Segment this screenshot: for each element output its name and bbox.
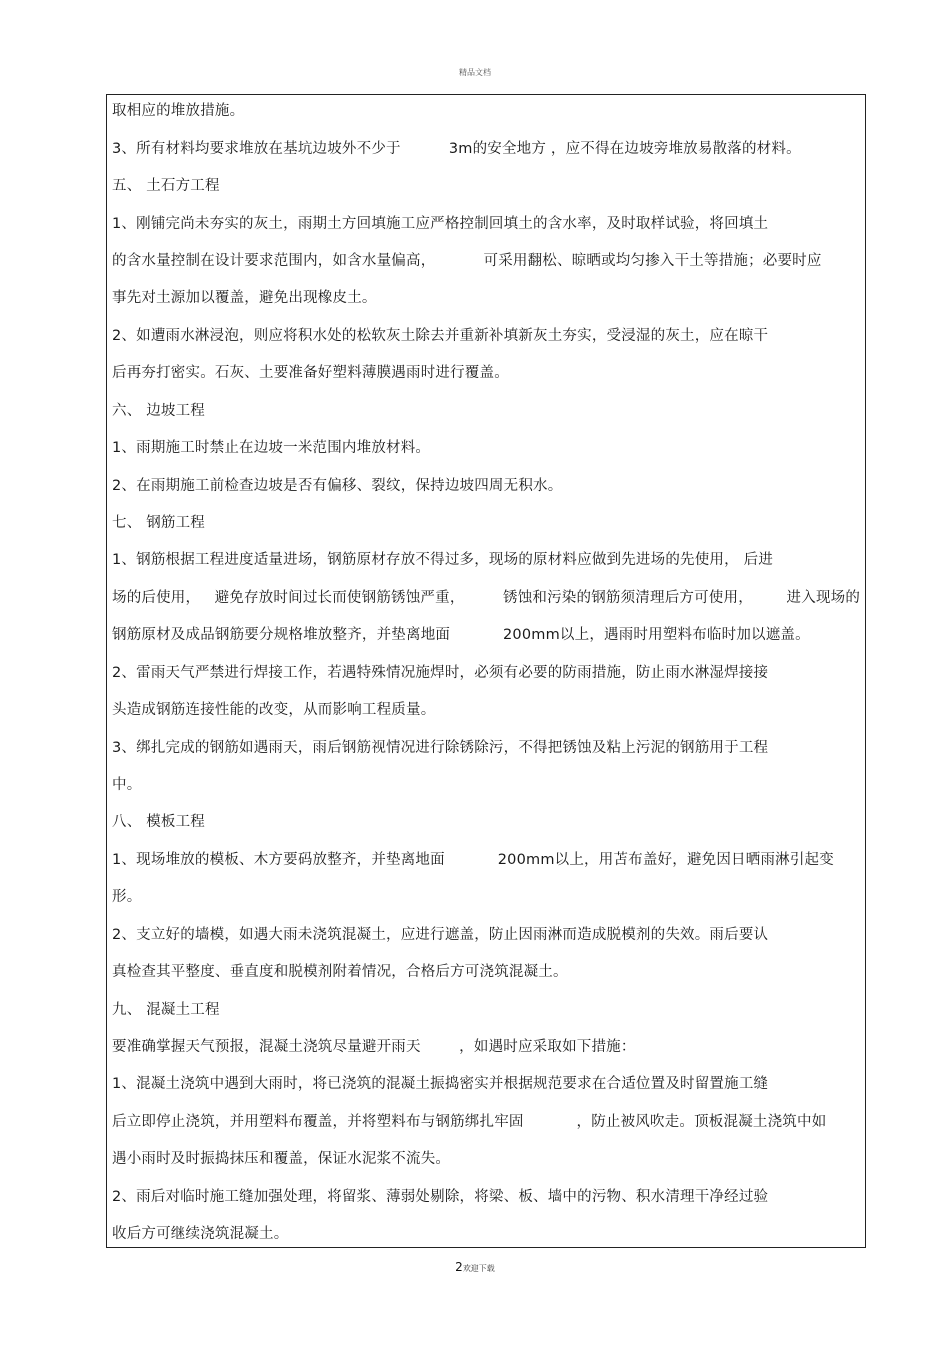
page-header-watermark: 精品文档 (459, 68, 491, 77)
footer-note: 欢迎下载 (462, 1264, 495, 1273)
section-heading-slope: 六、 边坡工程 (112, 403, 206, 419)
text-line: 3、所有材料均要求堆放在基坑边坡外不少于 3m的安全地方 ，应不得在边坡旁堆放易散落的材料。 (112, 141, 801, 157)
text-line: 1、雨期施工时禁止在边坡一米范围内堆放材料。 (112, 440, 431, 456)
text-line: 后再夯打密实。石灰、土要准备好塑料薄膜遇雨时进行覆盖。 (112, 365, 509, 381)
text-line: 中。 (112, 777, 142, 793)
text-line: 2、如遭雨水淋浸泡，则应将积水处的松软灰土除去并重新补填新灰土夯实，受浸湿的灰土，应在晾干 (112, 328, 769, 344)
text-line: 2、支立好的墙模，如遇大雨未浇筑混凝土，应进行遮盖，防止因雨淋而造成脱模剂的失效。雨后要认 (112, 927, 769, 943)
text-line: 2、在雨期施工前检查边坡是否有偏移、裂纹，保持边坡四周无积水。 (112, 478, 563, 494)
page-footer (0, 1260, 950, 1274)
section-heading-earthwork: 五、 土石方工程 (112, 178, 220, 194)
text-line: 场的后使用， 避免存放时间过长而使钢筋锈蚀严重， 锈蚀和污染的钢筋须清理后方可使用， 进入现场的 (112, 590, 861, 606)
text-line: 真检查其平整度、垂直度和脱模剂附着情况，合格后方可浇筑混凝土。 (112, 964, 568, 980)
section-heading-concrete: 九、 混凝土工程 (112, 1002, 220, 1018)
text-line: 1、混凝土浇筑中遇到大雨时，将已浇筑的混凝土振捣密实并根据规范要求在合适位置及时留置施工缝 (112, 1076, 769, 1092)
text-line: 收后方可继续浇筑混凝土。 (112, 1226, 289, 1242)
text-line: 2、雨后对临时施工缝加强处理，将留浆、薄弱处剔除，将梁、板、墙中的污物、积水清理干净经过验 (112, 1189, 769, 1205)
section-heading-rebar: 七、 钢筋工程 (112, 515, 206, 531)
text-line: 1、现场堆放的模板、木方要码放整齐，并垫离地面 200mm以上，用苫布盖好，避免因日晒雨淋引起变 (112, 852, 834, 868)
section-heading-formwork: 八、 模板工程 (112, 814, 206, 830)
text-line: 的含水量控制在设计要求范围内，如含水量偏高， 可采用翻松、晾晒或均匀掺入干土等措施；必要时应 (112, 253, 822, 269)
text-line: 1、刚铺完尚未夯实的灰土，雨期土方回填施工应严格控制回填土的含水率，及时取样试验，将回填土 (112, 216, 769, 232)
text-line: 3、绑扎完成的钢筋如遇雨天，雨后钢筋视情况进行除锈除污，不得把锈蚀及粘上污泥的钢筋用于工程 (112, 740, 769, 756)
text-line: 钢筋原材及成品钢筋要分规格堆放整齐，并垫离地面 200mm以上，遇雨时用塑料布临时加以遮盖。 (112, 627, 810, 643)
text-line: 事先对土源加以覆盖，避免出现橡皮土。 (112, 290, 377, 306)
text-line: 遇小雨时及时振捣抹压和覆盖，保证水泥浆不流失。 (112, 1151, 451, 1167)
text-line: 2、雷雨天气严禁进行焊接工作，若遇特殊情况施焊时，必须有必要的防雨措施，防止雨水淋湿焊接接 (112, 665, 769, 681)
text-line: 形。 (112, 889, 142, 905)
text-line: 要准确掌握天气预报，混凝土浇筑尽量避开雨天 ，如遇时应采取如下措施： (112, 1039, 636, 1055)
page-number: 2 (455, 1260, 463, 1274)
text-line: 后立即停止浇筑，并用塑料布覆盖，并将塑料布与钢筋绑扎牢固 ，防止被风吹走。顶板混凝土浇筑中如 (112, 1114, 827, 1130)
text-line: 1、钢筋根据工程进度适量进场，钢筋原材存放不得过多，现场的原材料应做到先进场的先使用， 后进 (112, 552, 774, 568)
text-line: 头造成钢筋连接性能的改变，从而影响工程质量。 (112, 702, 436, 718)
text-line: 取相应的堆放措施。 (112, 103, 245, 119)
